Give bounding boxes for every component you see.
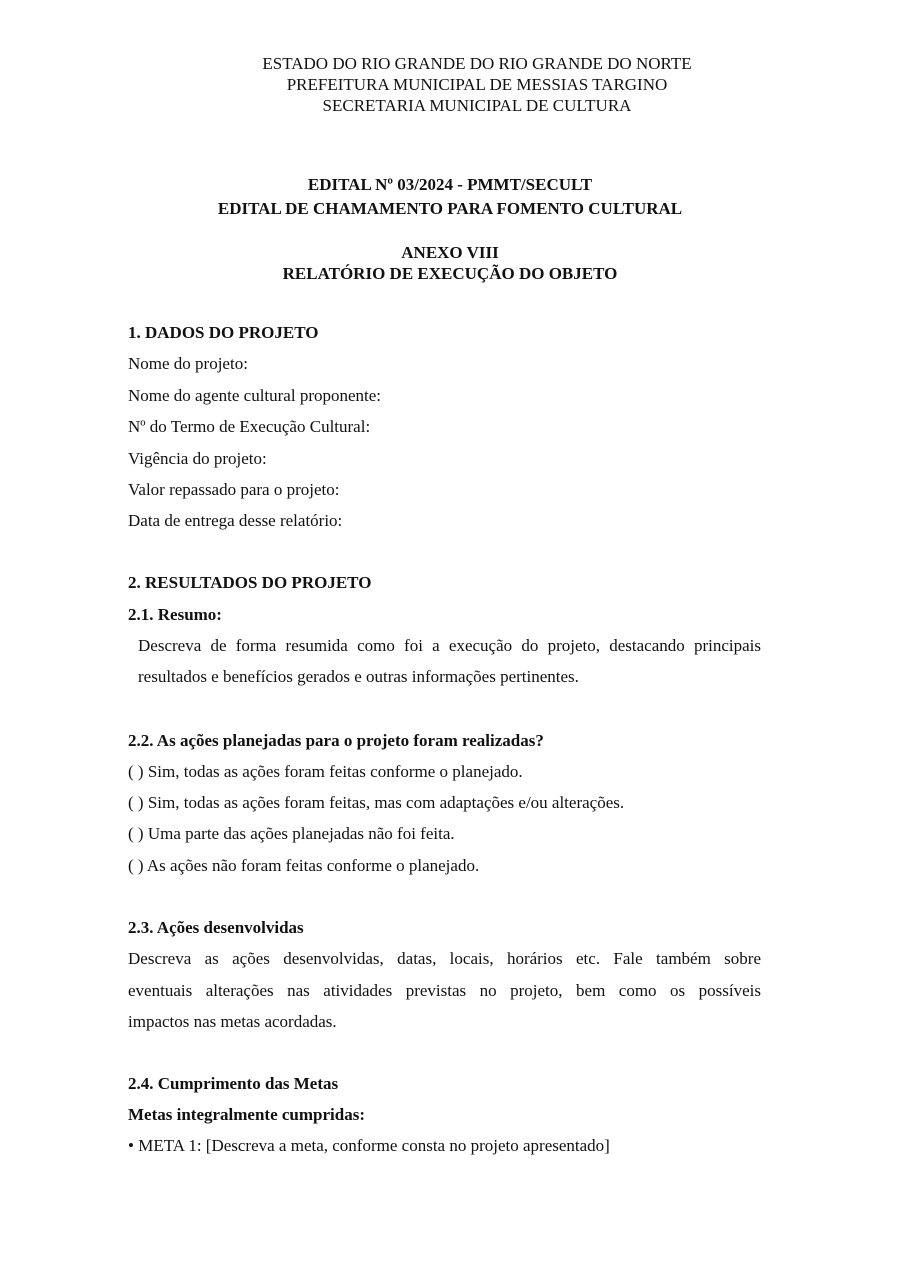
- goals-subheading: Metas integralmente cumpridas:: [128, 1105, 366, 1124]
- field-report-date: Data de entrega desse relatório:: [128, 511, 343, 530]
- option-not-done: ( ) As ações não foram feitas conforme o planejado.: [128, 856, 480, 875]
- developed-actions-text-line3: impactos nas metas acordadas.: [128, 1012, 337, 1031]
- field-validity: Vigência do projeto:: [128, 449, 267, 468]
- section1-heading: 1. DADOS DO PROJETO: [128, 323, 319, 342]
- report-title: RELATÓRIO DE EXECUÇÃO DO OBJETO: [282, 264, 618, 283]
- summary-heading: 2.1. Resumo:: [128, 605, 222, 624]
- option-partially-done: ( ) Uma parte das ações planejadas não foi feita.: [128, 824, 455, 843]
- field-amount: Valor repassado para o projeto:: [128, 480, 340, 499]
- header-state: ESTADO DO RIO GRANDE DO RIO GRANDE DO NORTE: [262, 54, 692, 73]
- summary-text-line2: resultados e benefícios gerados e outras informações pertinentes.: [138, 667, 579, 686]
- goals-heading: 2.4. Cumprimento das Metas: [128, 1074, 339, 1093]
- option-all-done: ( ) Sim, todas as ações foram feitas conforme o planejado.: [128, 762, 523, 781]
- developed-actions-heading: 2.3. Ações desenvolvidas: [128, 918, 304, 937]
- summary-text-line1: Descreva de forma resumida como foi a execução do projeto, destacando principais: [138, 636, 761, 655]
- header-prefecture: PREFEITURA MUNICIPAL DE MESSIAS TARGINO: [286, 75, 668, 94]
- edital-number: EDITAL Nº 03/2024 - PMMT/SECULT: [307, 175, 593, 194]
- annex-title: ANEXO VIII: [401, 243, 499, 262]
- planned-actions-heading: 2.2. As ações planejadas para o projeto foram realizadas?: [128, 731, 544, 750]
- field-project-name: Nome do projeto:: [128, 354, 248, 373]
- developed-actions-text-line2: eventuais alterações nas atividades previstas no projeto, bem como os possíveis: [128, 981, 761, 1000]
- edital-name: EDITAL DE CHAMAMENTO PARA FOMENTO CULTURAL: [217, 199, 683, 218]
- header-secretariat: SECRETARIA MUNICIPAL DE CULTURA: [322, 96, 632, 115]
- goal-item-1: • META 1: [Descreva a meta, conforme consta no projeto apresentado]: [128, 1136, 610, 1155]
- option-all-done-adapted: ( ) Sim, todas as ações foram feitas, mas com adaptações e/ou alterações.: [128, 793, 625, 812]
- section2-heading: 2. RESULTADOS DO PROJETO: [128, 573, 372, 592]
- field-agent-name: Nome do agente cultural proponente:: [128, 386, 382, 405]
- developed-actions-text-line1: Descreva as ações desenvolvidas, datas, locais, horários etc. Fale também sobre: [128, 949, 761, 968]
- field-term-number: Nº do Termo de Execução Cultural:: [128, 417, 371, 436]
